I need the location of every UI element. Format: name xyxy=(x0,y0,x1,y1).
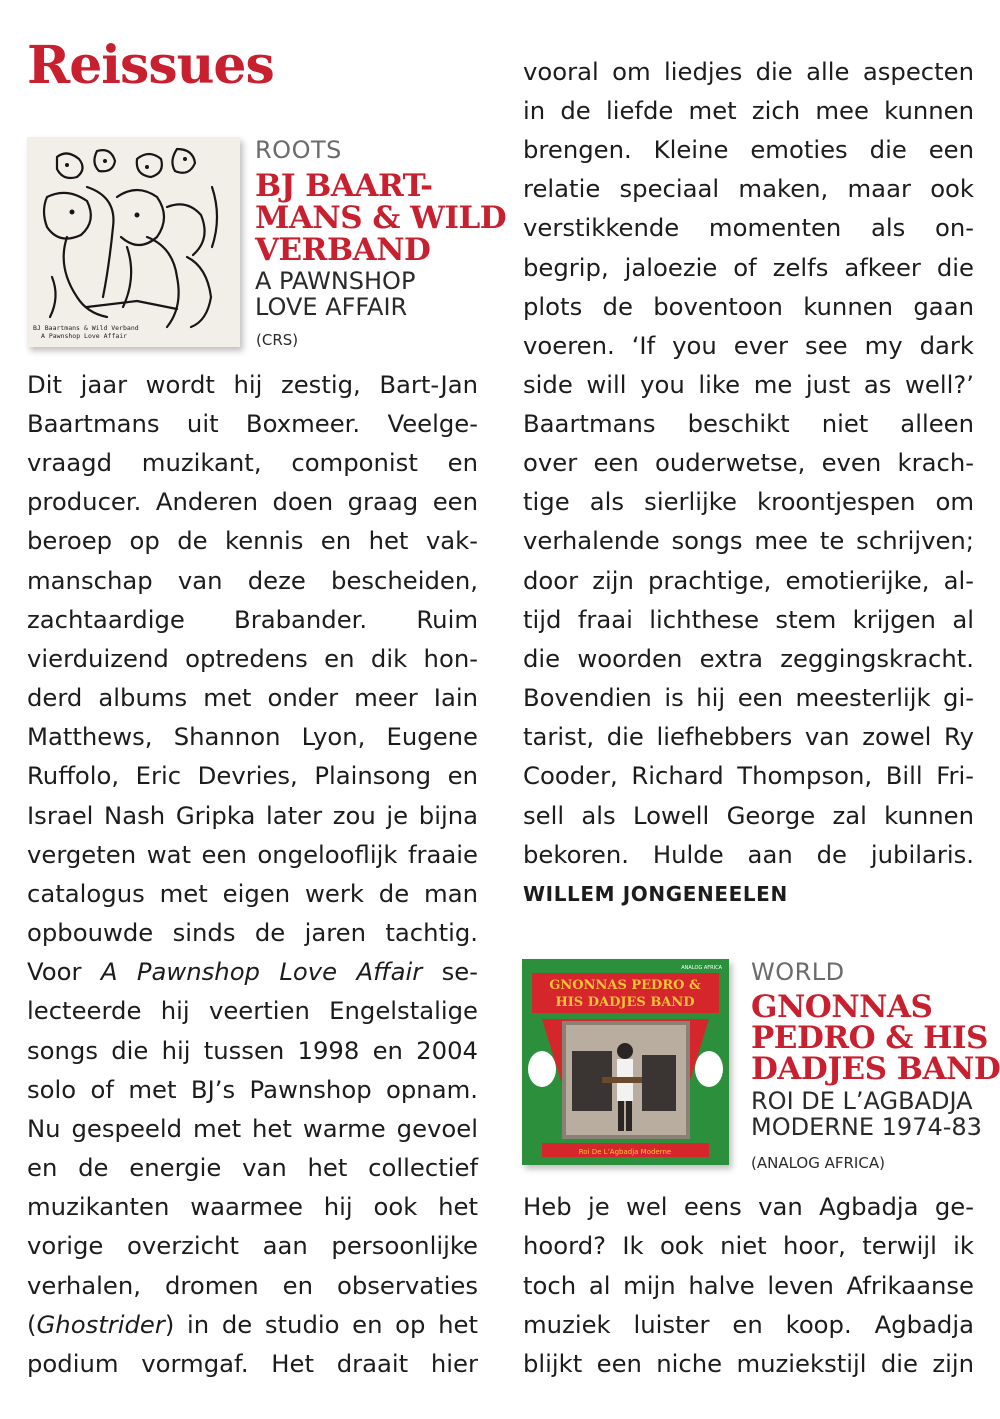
album-title-line-2: LOVE AFFAIR xyxy=(255,293,408,321)
body-line: Bovendien is hij een meesterlijk gi- xyxy=(523,683,974,712)
body-line: vierduizend optredens en dik hon- xyxy=(27,644,478,673)
body-line: Israel Nash Gripka later zou je bijna xyxy=(27,801,478,830)
cover-subtitle: Roi De L’Agbadja Moderne xyxy=(578,1148,672,1156)
body-line: lecteerde hij veertien Engelstalige xyxy=(27,996,478,1025)
body-line: verstikkende momenten als on- xyxy=(523,213,974,242)
body-line: manschap van deze bescheiden, xyxy=(27,566,478,595)
body-line-with-title xyxy=(27,952,478,991)
song-title-emphasis: Ghostrider xyxy=(36,1310,165,1339)
body-line: muzikanten waarmee hij ook het xyxy=(27,1192,478,1221)
artist-name-line-3: DADJES BAND xyxy=(751,1051,1000,1087)
body-line: Nu gespeeld met het warme gevoel xyxy=(27,1114,478,1143)
artist-name-line-1: GNONNAS xyxy=(751,989,933,1025)
body-line: Matthews, Shannon Lyon, Eugene xyxy=(27,722,478,751)
body-line: plots de boventoon kunnen gaan xyxy=(523,292,974,321)
body-line: vorige overzicht aan persoonlijke xyxy=(27,1231,478,1260)
cover-label-corner: ANALOG AFRICA xyxy=(681,965,722,971)
body-line: in de liefde met zich mee kunnen xyxy=(523,96,974,125)
body-line: derd albums met onder meer Iain xyxy=(27,683,478,712)
body-line: catalogus met eigen werk de man xyxy=(27,879,478,908)
body-line: Dit jaar wordt hij zestig, Bart-Jan xyxy=(27,370,478,399)
body-line: toch al mijn halve leven Afrikaanse xyxy=(523,1271,974,1300)
body-line: verhalende songs mee te schrijven; xyxy=(523,526,974,555)
body-line: relatie speciaal maken, maar ook xyxy=(523,174,974,203)
album-cover-bj-baartmans xyxy=(27,137,240,347)
body-line: solo of met BJ’s Pawnshop opnam. xyxy=(27,1075,478,1104)
genre-label: WORLD xyxy=(751,958,845,986)
body-line: songs die hij tussen 1998 en 2004 xyxy=(27,1036,478,1065)
cover-title-line-1: GNONNAS PEDRO & xyxy=(549,978,701,993)
body-line: Heb je wel eens van Agbadja ge- xyxy=(523,1192,974,1221)
artist-name-line-3: VERBAND xyxy=(255,232,431,268)
body-line: opbouwde sinds de jaren tachtig. xyxy=(27,918,478,947)
text-run: ( xyxy=(27,1310,37,1339)
body-line: bekoren. Hulde aan de jubilaris. xyxy=(523,840,974,869)
body-line: Cooder, Richard Thompson, Bill Fri- xyxy=(523,761,974,790)
review-author: WILLEM JONGENEELEN xyxy=(523,882,788,906)
text-run: ) in de studio en op het xyxy=(164,1310,478,1339)
ink-drawing-illustration xyxy=(27,137,240,347)
album-title-line-1: ROI DE L’AGBADJA xyxy=(751,1087,973,1115)
body-line: sell als Lowell George zal kunnen xyxy=(523,801,974,830)
body-line: muziek luister en koop. Agbadja xyxy=(523,1310,974,1339)
body-line: beroep op de kennis en het vak- xyxy=(27,526,478,555)
body-line: hoord? Ik ook niet hoor, terwijl ik xyxy=(523,1231,974,1260)
body-line: tarist, die liefhebbers van zowel Ry xyxy=(523,722,974,751)
body-line-with-title xyxy=(27,1305,478,1344)
album-cover-gnonnas-pedro xyxy=(522,959,729,1165)
album-cover-art xyxy=(522,959,729,1165)
album-title-emphasis: A Pawnshop Love Affair xyxy=(100,957,423,986)
body-line: Ruffolo, Eric Devries, Plainsong en xyxy=(27,761,478,790)
body-line: vergeten wat een ongelooflijk fraaie xyxy=(27,840,478,869)
body-line: vraagd muzikant, componist en xyxy=(27,448,478,477)
body-line: producer. Anderen doen graag een xyxy=(27,487,478,516)
section-title: Reissues xyxy=(27,35,274,96)
body-line: Baartmans uit Boxmeer. Veelge- xyxy=(27,409,478,438)
body-line: side will you like me just as well?’ xyxy=(523,370,974,399)
body-line: door zijn prachtige, emotierijke, al- xyxy=(523,566,974,595)
body-line: verhalen, dromen en observaties xyxy=(27,1271,478,1300)
body-line: begrip, jaloezie of zelfs afkeer die xyxy=(523,253,974,282)
text-run: Voor xyxy=(27,957,101,986)
body-line: zachtaardige Brabander. Ruim xyxy=(27,605,478,634)
body-line: over een ouderwetse, even krach- xyxy=(523,448,974,477)
genre-label: ROOTS xyxy=(255,136,342,164)
body-line: blijkt een niche muziekstijl die zijn xyxy=(523,1349,974,1378)
cover-text-line-1: BJ Baartmans & Wild Verband xyxy=(33,324,139,332)
body-line: podium vormgaf. Het draait hier xyxy=(27,1349,478,1378)
cover-text-line-2: A Pawnshop Love Affair xyxy=(41,332,128,340)
artist-name-line-2: PEDRO & HIS xyxy=(751,1020,988,1056)
text-run: se- xyxy=(422,957,478,986)
body-line: vooral om liedjes die alle aspecten xyxy=(523,57,974,86)
album-title-line-2: MODERNE 1974-83 xyxy=(751,1113,982,1141)
body-line: voeren. ‘If you ever see my dark xyxy=(523,331,974,360)
body-line: brengen. Kleine emoties die een xyxy=(523,135,974,164)
record-label: (CRS) xyxy=(256,331,299,349)
record-label: (ANALOG AFRICA) xyxy=(751,1154,885,1172)
artist-name-line-2: MANS & WILD xyxy=(255,200,507,236)
body-line: die woorden extra zeggingskracht. xyxy=(523,644,974,673)
body-line: tijd fraai lichthese stem krijgen al xyxy=(523,605,974,634)
artist-name-line-1: BJ BAART- xyxy=(255,168,433,204)
body-line: en de energie van het collectief xyxy=(27,1153,478,1182)
body-line: Baartmans beschikt niet alleen xyxy=(523,409,974,438)
body-line: tige als sierlijke kroontjespen om xyxy=(523,487,974,516)
cover-title-line-2: HIS DADJES BAND xyxy=(555,995,695,1010)
album-title-line-1: A PAWNSHOP xyxy=(255,267,416,295)
